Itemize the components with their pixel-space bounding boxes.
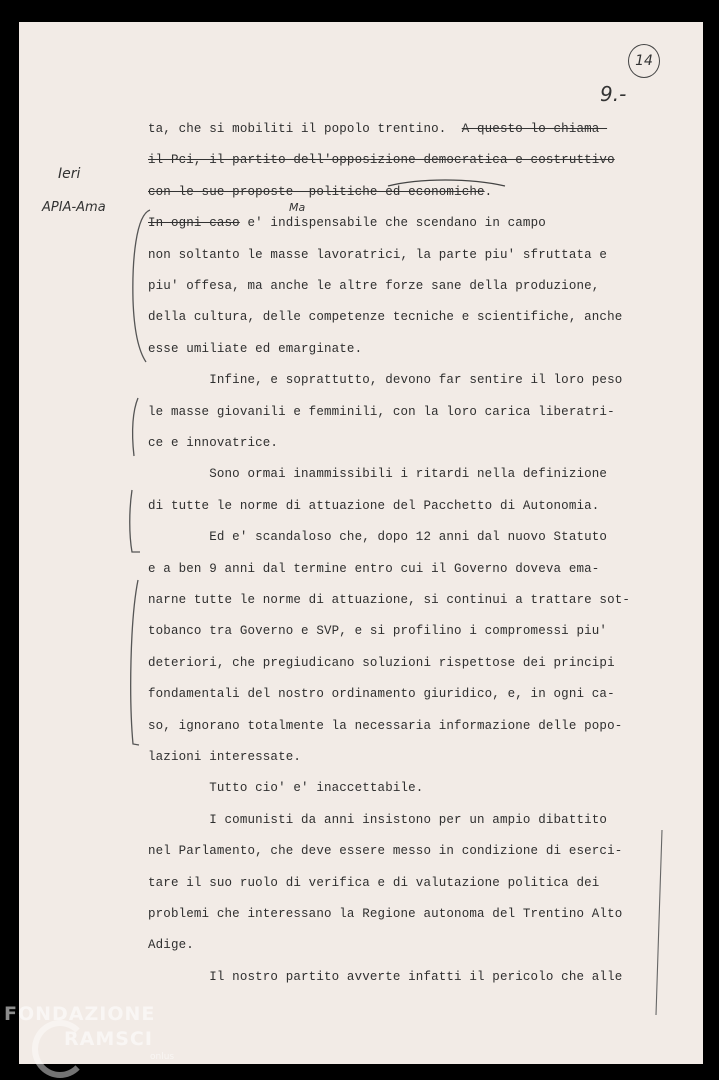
line-text: lazioni interessate.	[148, 750, 302, 764]
struck-text: A questo lo chiama-	[461, 122, 608, 136]
text-line	[148, 342, 362, 356]
text-line	[148, 970, 622, 984]
line-text: deteriori, che pregiudicano soluzioni rispettose dei principi	[148, 655, 615, 670]
line-text: non soltanto le masse lavoratrici, la parte piu' sfruttata e	[148, 247, 608, 262]
line-text: le masse giovanili e femminili, con la loro carica liberatri-	[148, 404, 615, 419]
watermark-onlus: onlus	[150, 1052, 175, 1062]
text-line	[148, 216, 546, 230]
text-line	[148, 310, 622, 324]
line-text: e a ben 9 anni dal termine entro cui il Governo doveva ema-	[148, 561, 600, 576]
line-text: narne tutte le norme di attuazione, si continui a trattare sot-	[148, 593, 631, 607]
line-text: piu' offesa, ma anche le altre forze sane della produzione,	[148, 279, 600, 293]
line-text: Infine, e soprattutto, devono far sentire il loro peso	[148, 373, 623, 388]
text-line	[148, 938, 194, 952]
text-line	[148, 781, 423, 795]
line-text: ce e innovatrice.	[148, 436, 279, 450]
text-line	[148, 122, 607, 136]
circled-page-number: 14	[628, 44, 660, 78]
margin-note-ieri: Ieri	[58, 166, 81, 182]
text-line	[148, 373, 622, 387]
text-line	[148, 593, 630, 607]
text-line	[148, 624, 607, 638]
line-text: Sono ormai inammissibili i ritardi nella definizione	[148, 467, 608, 482]
text-line	[148, 687, 615, 701]
text-line	[148, 562, 599, 576]
struck-text: In ogni caso	[148, 216, 240, 231]
line-text: so, ignorano totalmente la necessaria informazione delle popo-	[148, 718, 623, 733]
typed-page-number-annotation: 9.-	[600, 82, 627, 106]
text-line	[148, 813, 607, 827]
watermark-line2: RAMSCI	[64, 1028, 153, 1050]
struck-text: con le sue proposte politiche ed economiche	[148, 184, 485, 199]
line-text-after: .	[484, 184, 493, 199]
text-line	[148, 844, 622, 858]
line-text: della cultura, delle competenze tecniche e scientifiche, anche	[148, 310, 623, 325]
line-text: tare il suo ruolo di verifica e di valutazione politica dei	[148, 875, 600, 890]
text-line	[148, 153, 615, 167]
line-text: fondamentali del nostro ordinamento giuridico, e, in ogni ca-	[148, 687, 615, 702]
text-line	[148, 719, 622, 733]
line-text: Adige.	[148, 938, 194, 953]
line-text: Tutto cio' e' inaccettabile.	[148, 781, 424, 796]
line-text: esse umiliate ed emarginate.	[148, 341, 363, 356]
line-text: nel Parlamento, che deve essere messo in condizione di eserci-	[148, 844, 623, 859]
struck-text: il Pci, il partito dell'opposizione democratica e costruttivo	[148, 153, 615, 168]
text-line	[148, 467, 607, 481]
text-line	[148, 279, 599, 293]
insertion-mark-ma: Ma	[289, 201, 306, 214]
text-line	[148, 876, 599, 890]
text-line	[148, 530, 607, 544]
line-text: I comunisti da anni insistono per un ampio dibattito	[148, 812, 608, 827]
text-line	[148, 499, 599, 513]
margin-note-apia: APIA-Ama	[42, 200, 106, 215]
text-line	[148, 750, 301, 764]
text-line	[148, 248, 607, 262]
text-line	[148, 907, 622, 921]
line-text: Ed e' scandaloso che, dopo 12 anni dal nuovo Statuto	[148, 530, 608, 545]
line-text: tobanco tra Governo e SVP, e si profilino i compromessi piu'	[148, 624, 608, 639]
text-line	[148, 185, 492, 199]
line-text-after: e' indispensabile che scendano in campo	[239, 216, 546, 231]
line-text: problemi che interessano la Regione autonoma del Trentino Alto	[148, 907, 623, 921]
watermark-line1: FONDAZIONE	[4, 1003, 156, 1025]
text-line	[148, 405, 615, 419]
line-text: ta, che si mobiliti il popolo trentino.	[148, 122, 462, 136]
text-line	[148, 436, 278, 450]
line-text: Il nostro partito avverte infatti il pericolo che alle	[148, 969, 623, 984]
text-line	[148, 656, 615, 670]
line-text: di tutte le norme di attuazione del Pacchetto di Autonomia.	[148, 498, 600, 513]
